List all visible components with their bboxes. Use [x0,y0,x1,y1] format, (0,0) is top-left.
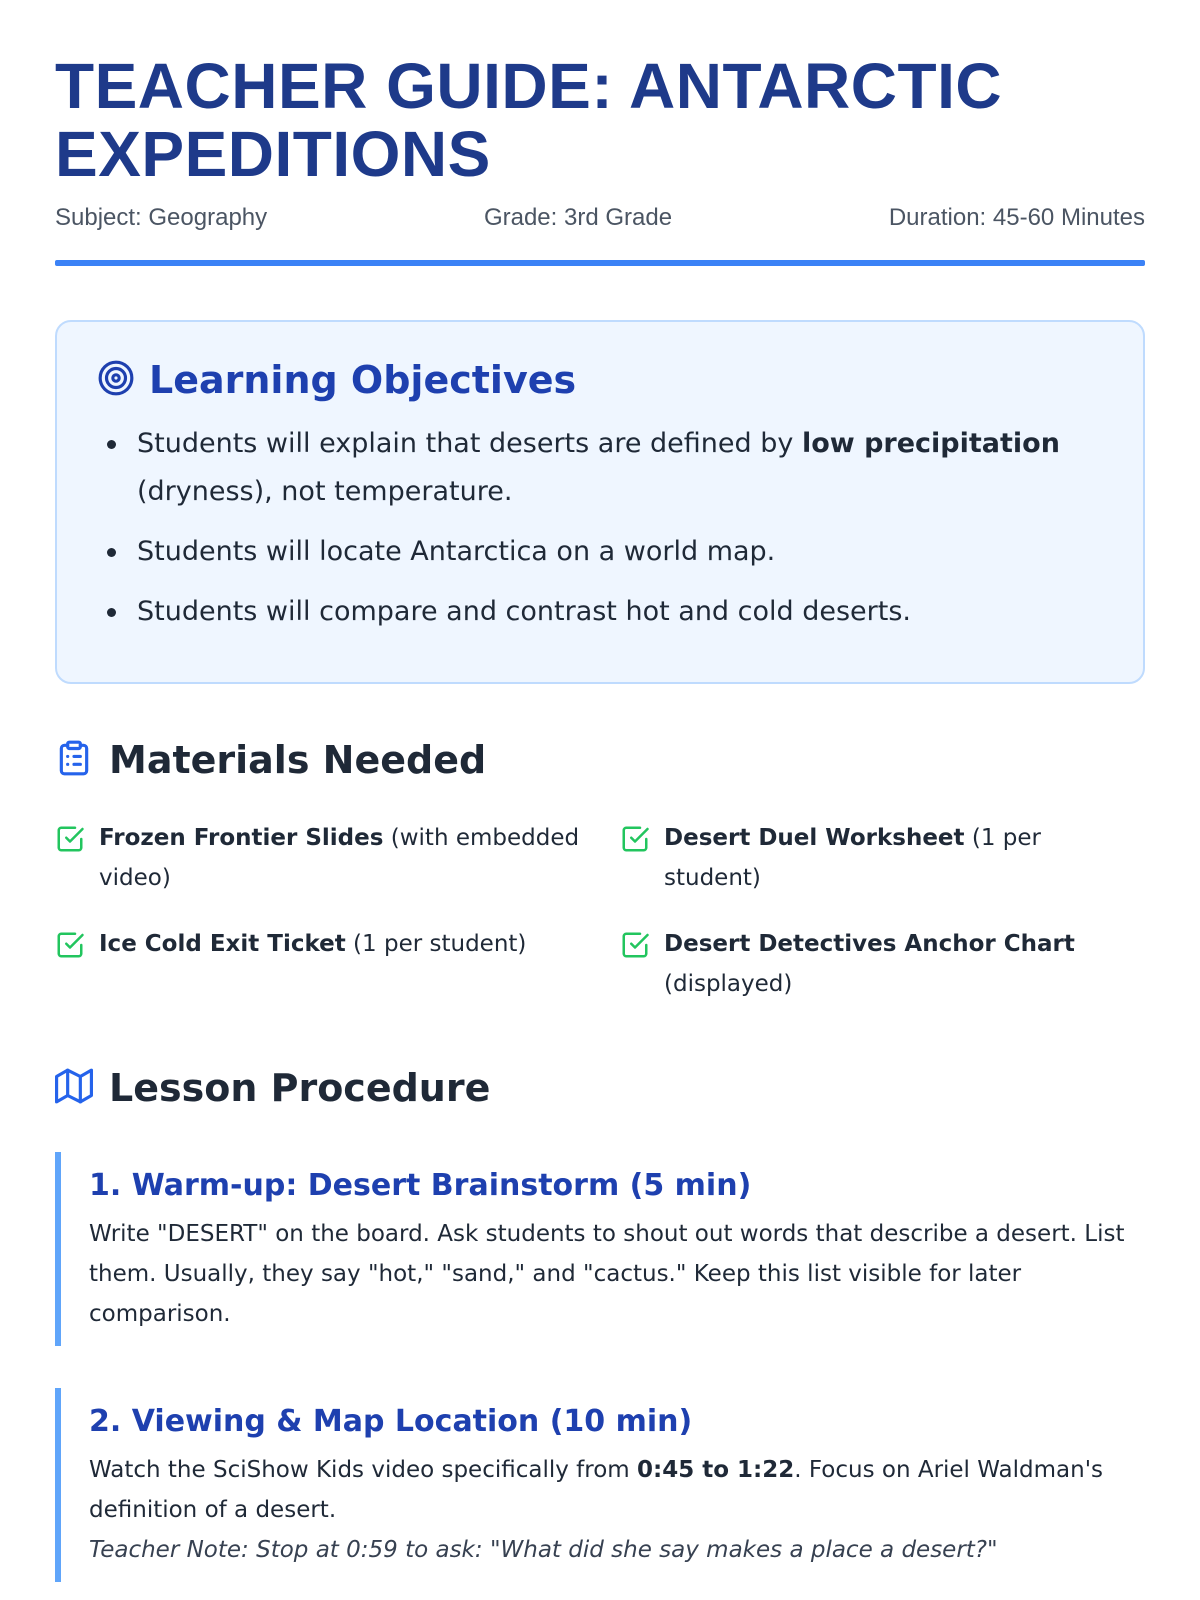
material-item [620,818,1145,898]
step-title: 2. Viewing & Map Location (10 min) [89,1404,693,1439]
page-title: TEACHER GUIDE: ANTARCTIC EXPEDITIONS [55,50,1003,190]
objective-item: Students will explain that deserts are defined by low precipitation (dryness), not temperature. [97,420,1103,516]
learning-objectives-card [55,320,1145,684]
materials-heading: Materials Needed [109,738,487,782]
material-name: Frozen Frontier Slides [99,825,384,851]
meta-row [55,204,1145,232]
material-detail: (with embedded video) [99,825,580,891]
check-square-icon [620,818,650,867]
check-square-icon [55,924,85,973]
teacher-note: Teacher Note: Stop at 0:59 to ask: "What did she say makes a place a desert?" [89,1537,998,1563]
procedure-step [55,1152,1145,1346]
procedure-heading: Lesson Procedure [109,1066,491,1110]
material-detail: (1 per student) [664,825,1041,891]
step-body: Watch the SciShow Kids video specifically from 0:45 to 1:22. Focus on Ariel Waldman's definition of a desert. [89,1457,1103,1523]
check-square-icon [55,818,85,867]
objectives-header [97,358,1103,402]
check-square-icon [620,924,650,973]
grade-label: Grade: 3rd Grade [483,204,673,231]
objectives-list [97,420,1103,636]
objective-item: Students will compare and contrast hot and cold deserts. [97,588,1103,636]
objective-item: Students will locate Antarctica on a world map. [97,528,1103,576]
target-icon [97,359,135,401]
material-name: Desert Detectives Anchor Chart [664,931,1075,957]
clipboard-icon [55,739,93,781]
material-detail: (displayed) [664,971,793,997]
material-name: Ice Cold Exit Ticket [99,931,346,957]
duration-label: Duration: 45-60 Minutes [888,204,1145,231]
procedure-step [55,1388,1145,1582]
material-name: Desert Duel Worksheet [664,825,965,851]
material-item [55,924,620,1004]
step-title: 1. Warm-up: Desert Brainstorm (5 min) [89,1168,752,1203]
subject-label: Subject: Geography [55,204,268,231]
materials-grid [55,818,1145,1004]
material-item [55,818,620,898]
material-item [620,924,1145,1004]
procedure-header [55,1066,1145,1110]
map-icon [55,1067,93,1109]
header-divider [55,260,1145,266]
materials-header [55,738,1145,782]
material-detail: (1 per student) [345,931,527,957]
objectives-heading: Learning Objectives [149,358,577,402]
step-body: Write "DESERT" on the board. Ask students to shout out words that describe a desert. List them. Usually, they say "hot," "sand," and "cactus." Keep this list visible for later comparison. [89,1221,1125,1327]
